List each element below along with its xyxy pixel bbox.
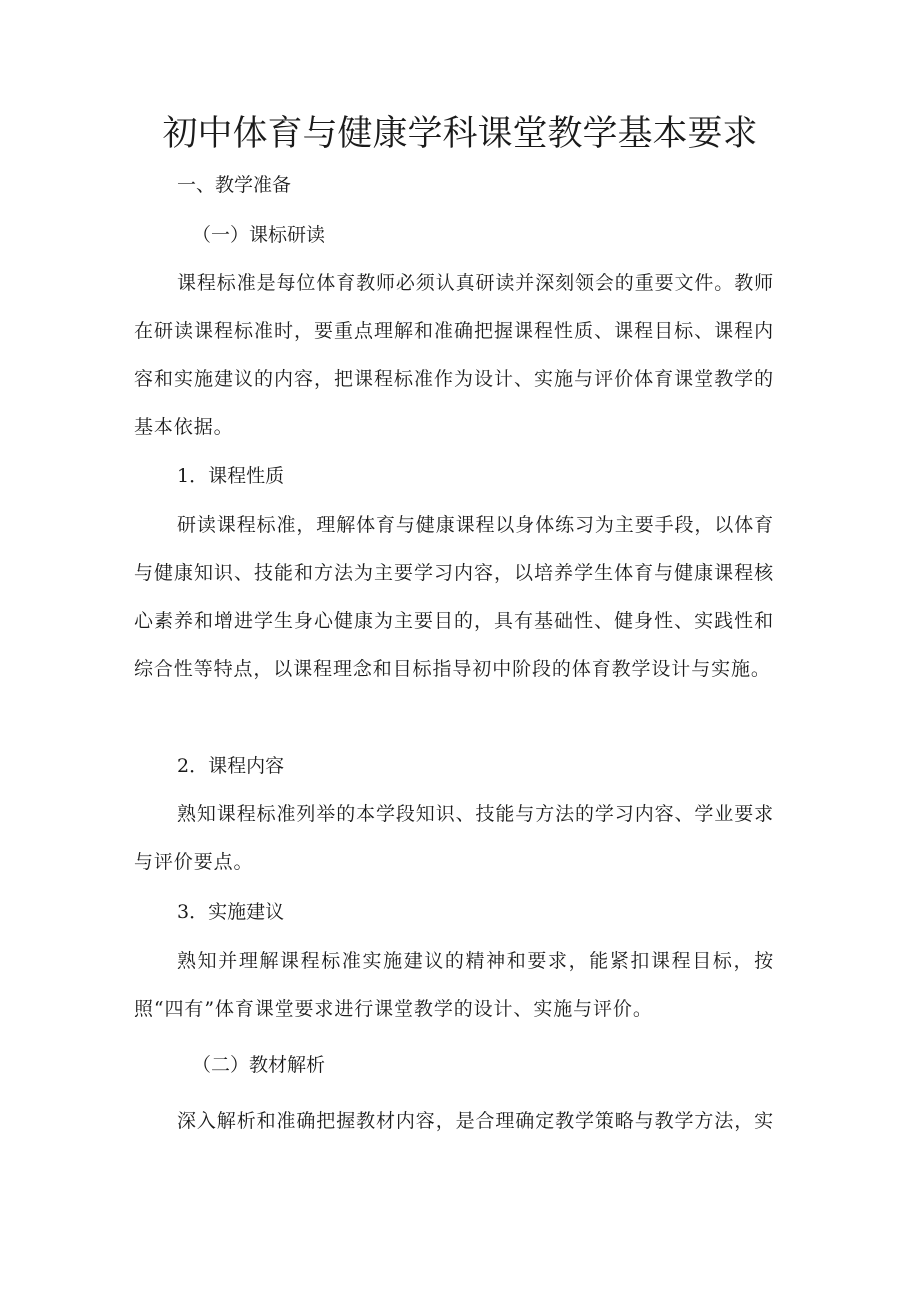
paragraph-course-nature: 研读课程标准，理解体育与健康课程以身体练习为主要手段，以体育与健康知识、技能和方法为主要学习内容，以培养学生体育与健康课程核心素养和增进学生身心健康为主要目的，具有基础性、健身性、实践性和综合性等特点，以课程理念和目标指导初中阶段的体育教学设计与实施。	[134, 514, 775, 680]
item-heading-course-nature: 1．课程性质	[177, 465, 285, 487]
subsection-heading-standards-study: （一）课标研读	[192, 224, 326, 246]
paragraph-standards-study: 课程标准是每位体育教师必须认真研读并深刻领会的重要文件。教师在研读课程标准时，要重点理解和准确把握课程性质、课程目标、课程内容和实施建议的内容，把课程标准作为设计、实施与评价体育课堂教学的基本依据。	[134, 272, 775, 438]
paragraph-implementation-advice: 熟知并理解课程标准实施建议的精神和要求，能紧扣课程目标，按照“四有”体育课堂要求进行课堂教学的设计、实施与评价。	[134, 950, 774, 1020]
item-heading-course-content: 2．课程内容	[177, 755, 285, 777]
paragraph-textbook-analysis: 深入解析和准确把握教材内容，是合理确定教学策略与教学方法，实	[177, 1110, 775, 1132]
document-title: 初中体育与健康学科课堂教学基本要求	[162, 114, 758, 154]
section-heading-teaching-preparation: 一、教学准备	[177, 174, 292, 196]
paragraph-course-content: 熟知课程标准列举的本学段知识、技能与方法的学习内容、学业要求与评价要点。	[134, 803, 775, 873]
item-heading-implementation-advice: 3．实施建议	[177, 901, 285, 923]
subsection-heading-textbook-analysis: （二）教材解析	[192, 1054, 326, 1076]
